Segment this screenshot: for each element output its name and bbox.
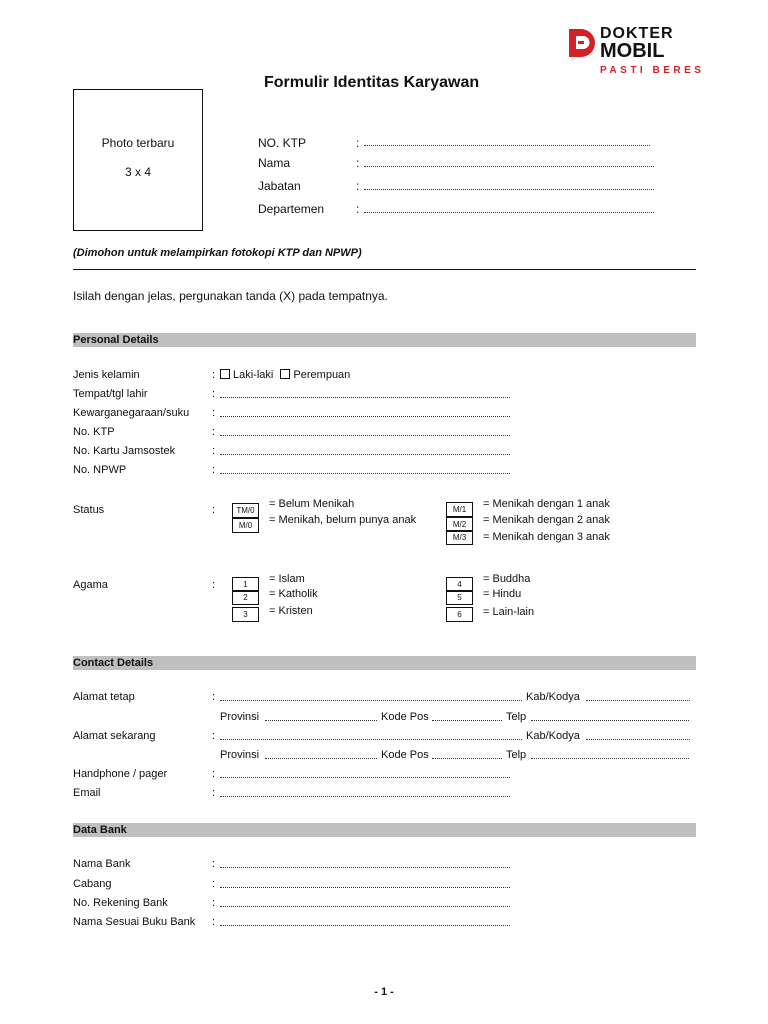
address-current-province-input[interactable] bbox=[265, 758, 377, 759]
divider bbox=[73, 269, 696, 270]
header-position-input[interactable] bbox=[364, 189, 654, 190]
colon: : bbox=[212, 730, 216, 742]
nationality-input[interactable] bbox=[220, 416, 510, 417]
religion-code-box[interactable]: 1 bbox=[232, 577, 259, 592]
handphone-label: Handphone / pager bbox=[73, 768, 168, 780]
address-fixed-province-input[interactable] bbox=[265, 720, 377, 721]
logo-tagline: PASTI BERES bbox=[600, 65, 705, 76]
status-label: Status bbox=[73, 504, 105, 516]
colon: : bbox=[356, 202, 360, 216]
address-fixed-input[interactable] bbox=[220, 700, 522, 701]
colon: : bbox=[212, 407, 216, 419]
religion-option-text: = Hindu bbox=[483, 588, 522, 600]
gender-male-label: Laki-laki bbox=[233, 369, 274, 381]
header-field-label: Jabatan bbox=[258, 179, 301, 193]
colon: : bbox=[212, 464, 216, 476]
religion-option-text: = Kristen bbox=[269, 605, 313, 617]
phone-label: Telp bbox=[506, 711, 527, 723]
field-label: Kewarganegaraan/suku bbox=[73, 407, 190, 419]
status-option-text: = Menikah dengan 3 anak bbox=[483, 531, 610, 543]
colon: : bbox=[212, 504, 216, 516]
status-option-text: = Menikah, belum punya anak bbox=[269, 514, 417, 526]
address-current-postal-input[interactable] bbox=[432, 758, 502, 759]
province-label: Provinsi bbox=[220, 711, 260, 723]
status-code-box[interactable]: M/3 bbox=[446, 530, 473, 545]
logo-line2: MOBIL bbox=[600, 40, 665, 62]
address-current-label: Alamat sekarang bbox=[73, 730, 156, 742]
colon: : bbox=[212, 369, 216, 381]
email-input[interactable] bbox=[220, 796, 510, 797]
header-name-input[interactable] bbox=[364, 166, 654, 167]
attachment-note: (Dimohon untuk melampirkan fotokopi KTP dan NPWP) bbox=[73, 247, 362, 259]
religion-code-box[interactable]: 4 bbox=[446, 577, 473, 592]
field-label: No. KTP bbox=[73, 426, 115, 438]
photo-size: 3 x 4 bbox=[124, 165, 151, 179]
page-number: - 1 - bbox=[374, 986, 394, 998]
address-fixed-kab-input[interactable] bbox=[586, 700, 690, 701]
address-current-input[interactable] bbox=[220, 739, 522, 740]
religion-label: Agama bbox=[73, 579, 108, 591]
gender-male-checkbox[interactable] bbox=[220, 369, 230, 379]
kab-label: Kab/Kodya bbox=[526, 691, 580, 703]
colon: : bbox=[212, 897, 216, 909]
address-fixed-label: Alamat tetap bbox=[73, 691, 135, 703]
status-option-text: = Menikah dengan 1 anak bbox=[483, 498, 610, 510]
header-field-label: Departemen bbox=[258, 202, 325, 216]
section-contact-details: Contact Details bbox=[73, 656, 696, 670]
bank-branch-input[interactable] bbox=[220, 887, 510, 888]
colon: : bbox=[212, 878, 216, 890]
bank-name-input[interactable] bbox=[220, 867, 510, 868]
field-label: No. NPWP bbox=[73, 464, 127, 476]
gender-female-checkbox[interactable] bbox=[280, 369, 290, 379]
ktp-input[interactable] bbox=[220, 435, 510, 436]
colon: : bbox=[212, 691, 216, 703]
status-option-text: = Menikah dengan 2 anak bbox=[483, 514, 610, 526]
bank-field-label: Cabang bbox=[73, 878, 112, 890]
gender-female-label: Perempuan bbox=[293, 369, 351, 381]
header-field-label: NO. KTP bbox=[258, 136, 307, 150]
colon: : bbox=[212, 445, 216, 457]
colon: : bbox=[212, 787, 216, 799]
status-code-box[interactable]: M/0 bbox=[232, 518, 259, 533]
photo-placeholder[interactable] bbox=[73, 89, 203, 231]
postal-label: Kode Pos bbox=[381, 711, 429, 723]
kab-label: Kab/Kodya bbox=[526, 730, 580, 742]
colon: : bbox=[356, 156, 360, 170]
header-ktp-input[interactable] bbox=[364, 145, 650, 146]
birth-input[interactable] bbox=[220, 397, 510, 398]
status-code-box[interactable]: TM/0 bbox=[232, 503, 259, 518]
section-data-bank: Data Bank bbox=[73, 823, 696, 837]
colon: : bbox=[212, 579, 216, 591]
header-field-label: Nama bbox=[258, 156, 291, 170]
jamsostek-input[interactable] bbox=[220, 454, 510, 455]
email-label: Email bbox=[73, 787, 101, 799]
religion-code-box[interactable]: 6 bbox=[446, 607, 473, 622]
religion-option-text: = Lain-lain bbox=[483, 606, 535, 618]
field-label: Tempat/tgl lahir bbox=[73, 388, 148, 400]
address-fixed-postal-input[interactable] bbox=[432, 720, 502, 721]
bank-account-input[interactable] bbox=[220, 906, 510, 907]
religion-option-text: = Buddha bbox=[483, 573, 531, 585]
colon: : bbox=[356, 179, 360, 193]
status-code-box[interactable]: M/2 bbox=[446, 517, 473, 532]
colon: : bbox=[212, 426, 216, 438]
address-fixed-phone-input[interactable] bbox=[531, 720, 689, 721]
header-department-input[interactable] bbox=[364, 212, 654, 213]
colon: : bbox=[212, 388, 216, 400]
religion-code-box[interactable]: 2 bbox=[232, 590, 259, 605]
religion-option-text: = Islam bbox=[269, 573, 305, 585]
company-logo bbox=[566, 25, 712, 75]
religion-code-box[interactable]: 3 bbox=[232, 607, 259, 622]
status-code-box[interactable]: M/1 bbox=[446, 502, 473, 517]
bank-account-name-input[interactable] bbox=[220, 925, 510, 926]
instruction-text: Isilah dengan jelas, pergunakan tanda (X) pada tempatnya. bbox=[73, 289, 388, 303]
bank-field-label: Nama Bank bbox=[73, 858, 131, 870]
religion-code-box[interactable]: 5 bbox=[446, 590, 473, 605]
logo-line1: DOKTER bbox=[600, 25, 674, 42]
npwp-input[interactable] bbox=[220, 473, 510, 474]
colon: : bbox=[356, 136, 360, 150]
address-current-kab-input[interactable] bbox=[586, 739, 690, 740]
colon: : bbox=[212, 768, 216, 780]
colon: : bbox=[212, 916, 216, 928]
form-title: Formulir Identitas Karyawan bbox=[264, 74, 480, 91]
address-current-phone-input[interactable] bbox=[531, 758, 689, 759]
photo-label: Photo terbaru bbox=[101, 136, 175, 150]
field-label: No. Kartu Jamsostek bbox=[73, 445, 176, 457]
gender-options bbox=[220, 369, 350, 381]
gender-label: Jenis kelamin bbox=[73, 369, 140, 381]
section-personal-details: Personal Details bbox=[73, 333, 696, 347]
province-label: Provinsi bbox=[220, 749, 260, 761]
religion-option-text: = Katholik bbox=[269, 588, 318, 600]
phone-label: Telp bbox=[506, 749, 527, 761]
logo-mark-icon bbox=[566, 27, 596, 59]
bank-field-label: Nama Sesuai Buku Bank bbox=[73, 916, 196, 928]
handphone-input[interactable] bbox=[220, 777, 510, 778]
status-option-text: = Belum Menikah bbox=[269, 498, 355, 510]
postal-label: Kode Pos bbox=[381, 749, 429, 761]
colon: : bbox=[212, 858, 216, 870]
bank-field-label: No. Rekening Bank bbox=[73, 897, 168, 909]
